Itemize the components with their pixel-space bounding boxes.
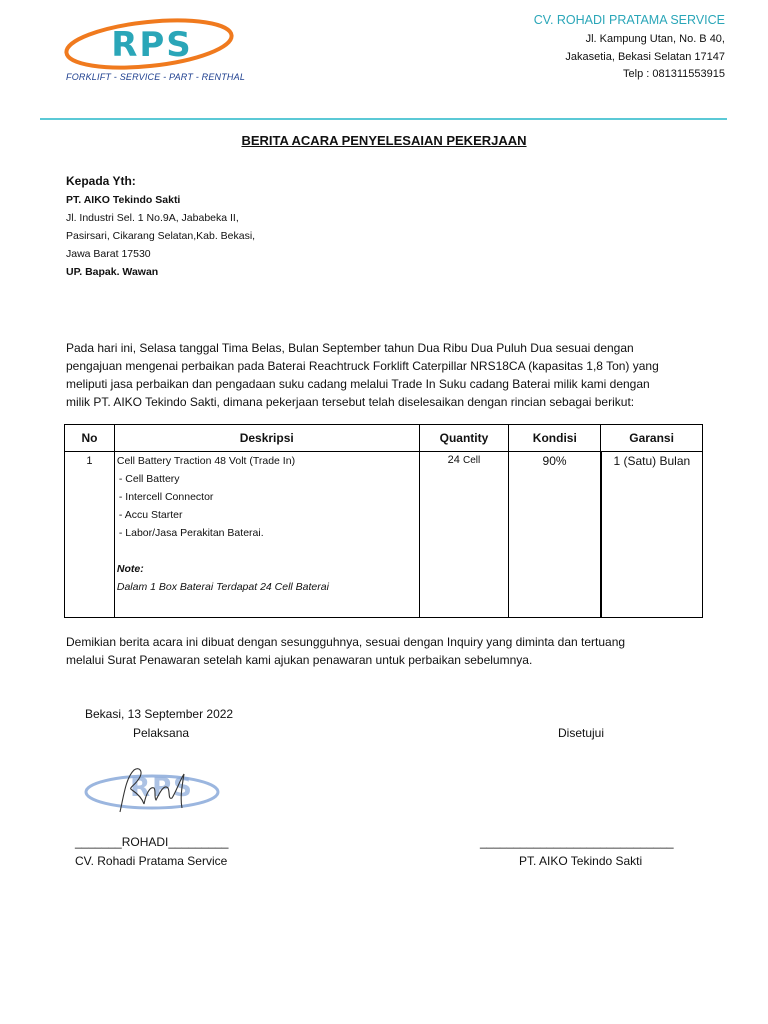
approver-role: Disetujui: [558, 726, 605, 740]
header-description: Deskripsi: [114, 425, 419, 452]
company-address-line1: Jl. Kampung Utan, No. B 40,: [585, 33, 725, 45]
closing-line: Demikian berita acara ini dibuat dengan sesungguhnya, sesuai dengan Inquiry yang diminta dan tertuang: [66, 635, 626, 649]
approver-signature-line: _____________________________: [480, 835, 674, 849]
recipient-attention: UP. Bapak. Wawan: [66, 266, 159, 278]
cell-condition: 90%: [509, 452, 601, 618]
svg-text:RPS: RPS: [130, 773, 194, 803]
intro-line: meliputi jasa perbaikan dan pengadaan suku cadang melalui Trade In Suku cadang Baterai milik kami dengan: [66, 377, 650, 391]
logo-tagline: FORKLIFT - SERVICE - PART - RENTHAL: [66, 72, 246, 82]
company-address-line2: Jakasetia, Bekasi Selatan 17147: [565, 51, 725, 63]
work-detail-table: [64, 424, 703, 618]
executor-name: _______ROHADI_________: [75, 835, 229, 849]
place-date: Bekasi, 13 September 2022: [85, 707, 234, 721]
description-title: Cell Battery Traction 48 Volt (Trade In): [116, 455, 296, 467]
header-condition: Kondisi: [509, 425, 601, 452]
recipient-address-line1: Jl. Industri Sel. 1 No.9A, Jababeka II,: [66, 212, 239, 224]
salutation: Kepada Yth:: [66, 174, 136, 188]
executor-company: CV. Rohadi Pratama Service: [75, 854, 228, 868]
table-header-row: [65, 425, 703, 452]
recipient-address-line3: Jawa Barat 17530: [66, 248, 151, 260]
cell-description: [114, 452, 419, 618]
quantity-unit: Cell: [462, 455, 481, 466]
intro-line: pengajuan mengenai perbaikan pada Baterai Reachtruck Forklift Caterpillar NRS18CA (kapasitas 1,8 Ton) yang: [66, 359, 659, 373]
company-name: CV. ROHADI PRATAMA SERVICE: [533, 13, 725, 27]
intro-line: Pada hari ini, Selasa tanggal Tima Belas, Bulan September tahun Dua Ribu Dua Puluh Dua sesuai dengan: [66, 341, 634, 355]
quantity-number: 24: [447, 454, 460, 466]
description-item: - Accu Starter: [118, 509, 183, 521]
approver-company: PT. AIKO Tekindo Sakti: [519, 854, 643, 868]
executor-role: Pelaksana: [133, 726, 190, 740]
note-text: Dalam 1 Box Baterai Terdapat 24 Cell Baterai: [116, 581, 329, 593]
description-item: - Labor/Jasa Perakitan Baterai.: [118, 527, 264, 539]
signature-stamp: [82, 764, 227, 816]
header-warranty: Garansi: [601, 425, 703, 452]
recipient-company: PT. AIKO Tekindo Sakti: [66, 194, 181, 206]
table-row: [65, 452, 703, 618]
cell-quantity: [419, 452, 509, 618]
description-item: - Intercell Connector: [118, 491, 214, 503]
note-label: Note:: [116, 563, 144, 575]
cell-warranty: 1 (Satu) Bulan: [601, 452, 703, 618]
document-title: BERITA ACARA PENYELESAIAN PEKERJAAN: [241, 133, 527, 148]
intro-line: milik PT. AIKO Tekindo Sakti, dimana pekerjaan tersebut telah diselesaikan dengan rincian sebagai berikut:: [66, 395, 635, 409]
closing-paragraph: [66, 633, 706, 669]
intro-paragraph: [66, 339, 706, 411]
logo-text: RPS: [111, 25, 193, 65]
recipient-address-line2: Pasirsari, Cikarang Selatan,Kab. Bekasi,: [66, 230, 256, 242]
description-item: - Cell Battery: [118, 473, 180, 485]
company-phone: Telp : 081311553915: [623, 68, 725, 80]
header-no: No: [65, 425, 115, 452]
cell-no: 1: [65, 452, 115, 618]
header-quantity: Quantity: [419, 425, 509, 452]
header-divider: [40, 118, 727, 120]
closing-line: melalui Surat Penawaran setelah kami ajukan penawaran untuk perbaikan sebelumnya.: [66, 653, 533, 667]
